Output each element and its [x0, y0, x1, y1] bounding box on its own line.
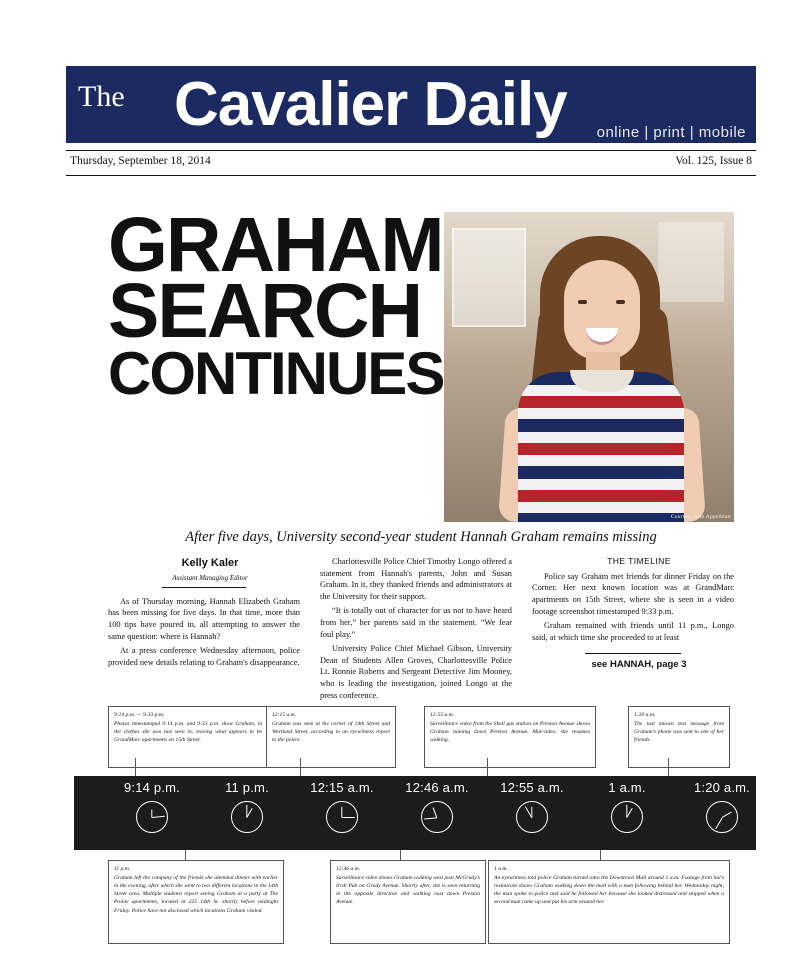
headline-line-3: CONTINUES	[108, 340, 444, 408]
timeline-stop[interactable]	[199, 780, 295, 833]
note-text: Graham left the company of the friends she attended dinner with earlier in the evening, after which she went to two different locations in the 14th Street area. Multiple students report seeing Graham at a party at The Pointe apartments, located at 225 14th St. shortly before midnight Friday. Police have not disclosed which locations Graham visited.	[114, 875, 278, 914]
headline-line-2: SEARCH	[108, 268, 422, 355]
timeline-connector	[668, 758, 669, 776]
clock-icon	[516, 801, 548, 833]
note-label: 1 a.m.	[494, 866, 508, 872]
timeline-connector	[135, 758, 136, 776]
timeline-note-above	[424, 706, 596, 768]
timeline-stop-time: 1 a.m.	[608, 780, 646, 795]
timeline-connector	[400, 850, 401, 860]
clock-icon	[326, 801, 358, 833]
jumpline-divider	[585, 653, 681, 654]
story-paragraph: Charlottesville Police Chief Timothy Longo offered a statement from Hannah's parents, John and Susan Graham. In it, they thanked friends and administrators at the University for their support.	[320, 557, 512, 601]
story-columns	[108, 556, 734, 700]
timeline-stop[interactable]	[104, 780, 200, 833]
headline	[108, 202, 444, 408]
photo-credit: Courtesy Seth Appelblatt	[670, 514, 731, 520]
clock-icon	[421, 801, 453, 833]
note-text: Photos timestamped 9:14 p.m. and 9:33 p.m. show Graham, in the clothes she was last seen in, leaving what appears to be GrandMarc apartments on 15th Street.	[114, 721, 262, 744]
byline-name: Kelly Kaler	[181, 557, 239, 569]
jumpline[interactable]: see HANNAH, page 3	[591, 659, 687, 671]
clock-icon	[231, 801, 263, 833]
photo-window-left	[452, 228, 526, 327]
story-column-2	[320, 556, 512, 704]
timeline-stop[interactable]	[674, 780, 770, 833]
note-text: The last known text message from Graham’s phone was sent to one of her friends.	[634, 721, 724, 744]
note-text: Surveillance video shows Graham walking west past McGrady’s Irish Pub on Grady Avenue. Shortly after, she is seen returning in the opposite direction and walking east down Preston Avenue.	[336, 875, 480, 906]
story-column-1	[108, 556, 300, 671]
timeline-stop[interactable]	[389, 780, 485, 833]
timeline-stop-time: 1:20 a.m.	[694, 780, 750, 795]
clock-icon	[136, 801, 168, 833]
story-paragraph: “It is totally out of character for us not to have heard from her,” her parents said in the statement. “We fear foul play.”	[320, 606, 512, 639]
story-paragraph: As of Thursday morning, Hannah Elizabeth Graham has been missing for five days. In that time, more than 100 tips have poured in, all attempting to answer the same question: where is Hannah?	[108, 596, 300, 641]
note-label: 12:15 a.m.	[272, 712, 297, 718]
timeline-stop-time: 12:55 a.m.	[500, 780, 564, 795]
masthead-title: Cavalier Daily	[174, 70, 567, 139]
story-paragraph: Graham remained with friends until 11 p.m., Longo said, at which time she proceeded to at least	[532, 621, 734, 642]
note-text: Graham was seen at the corner of 14th Street and Wertland Street, according to an eyewitness report to the police.	[272, 721, 390, 744]
timeline-note-above	[108, 706, 268, 768]
timeline-stop[interactable]	[579, 780, 675, 833]
photo-subject-eye-right	[616, 300, 625, 304]
photo-subject-eye-left	[578, 300, 587, 304]
timeline-stop-time: 12:15 a.m.	[310, 780, 374, 795]
note-text: Surveillance video from the Shell gas station on Preston Avenue shows Graham running down Preston Avenue. Mid-video, she resumes walking.	[430, 721, 590, 744]
byline-divider	[162, 587, 246, 588]
photo-subject-striped-shirt	[518, 372, 684, 522]
clock-icon	[611, 801, 643, 833]
deck-subhead: After five days, University second-year student Hannah Graham remains missing	[185, 529, 657, 545]
timeline-connector	[185, 850, 186, 860]
timeline-note-above	[628, 706, 730, 768]
note-label: 12:46 a.m.	[336, 866, 361, 872]
timeline-stop-time: 9:14 p.m.	[124, 780, 180, 795]
note-label: 12:55 a.m.	[430, 712, 455, 718]
lead-photo	[444, 212, 734, 522]
photo-window-right	[658, 222, 724, 302]
byline-role: Assistant Managing Editor	[172, 574, 248, 583]
timeline-note-below	[330, 860, 486, 944]
timeline-bar	[74, 776, 756, 850]
volume-issue: Vol. 125, Issue 8	[675, 155, 752, 167]
timeline-note-above	[266, 706, 396, 768]
story-paragraph: University Police Chief Michael Gibson, University Dean of Students Allen Groves, Charlottesville Police Lt. Ronnie Roberts and Sergeant Detective Jim Mooney, who is leading the investigation, joined Longo at the press conference.	[320, 644, 512, 700]
timeline-connector	[487, 758, 488, 776]
publication-date: Thursday, September 18, 2014	[70, 155, 211, 167]
masthead-tagline: online | print | mobile	[596, 124, 746, 141]
timeline-note-below	[488, 860, 730, 944]
note-label: 1:20 a.m.	[634, 712, 656, 718]
headline-line-1: GRAHAM	[108, 202, 443, 288]
clock-icon	[706, 801, 738, 833]
timeline-connector	[600, 850, 601, 860]
timeline-note-below	[108, 860, 284, 944]
timeline-stop-time: 11 p.m.	[225, 780, 269, 795]
note-label: 11 p.m.	[114, 866, 131, 872]
timeline-stop[interactable]	[484, 780, 580, 833]
photo-subject-face	[564, 260, 640, 360]
masthead	[66, 66, 756, 143]
masthead-the: The	[78, 80, 125, 113]
story-column-3	[532, 556, 734, 675]
timeline-stop[interactable]	[294, 780, 390, 833]
timeline-section-heading: THE TIMELINE	[607, 556, 671, 566]
dateline-bar	[66, 150, 756, 176]
timeline-connector	[300, 758, 301, 776]
note-label: 9:14 p.m. — 9:33 p.m.	[114, 712, 165, 718]
story-paragraph: At a press conference Wednesday afternoon, police provided new details relating to Graham's disappearance.	[108, 646, 300, 667]
timeline-stop-time: 12:46 a.m.	[405, 780, 469, 795]
note-text: An eyewitness told police Graham turned onto the Downtown Mall around 1 a.m. Footage from Sal’s restaurant shows Graham walking down the mall with a man following behind her. Wednesday night, the man spoke to police and said he followed her because she looked distressed and stopped when a second man came up and put his arm around her.	[494, 875, 724, 906]
story-paragraph: Police say Graham met friends for dinner Friday on the Corner. Her next known location was at GrandMarc apartments on 15th Street, where she is seen in a video footage screenshot timestamped 9:33 p.m.	[532, 571, 734, 616]
